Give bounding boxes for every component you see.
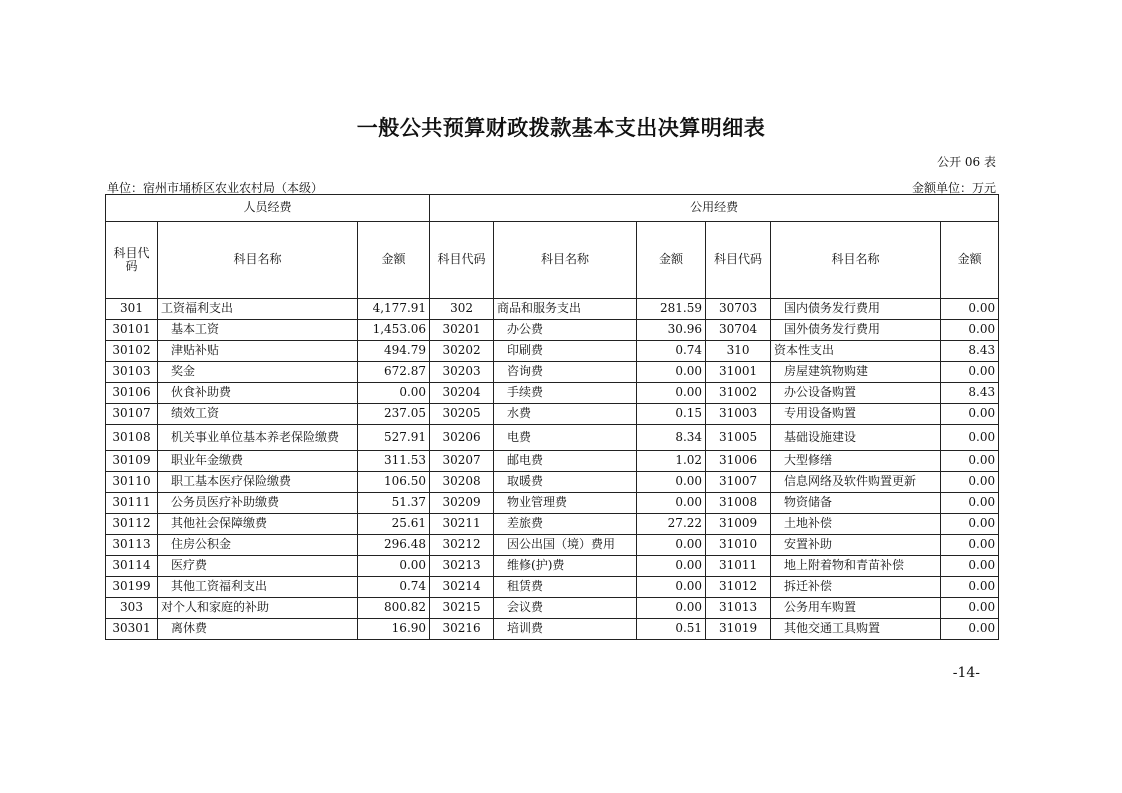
subject-code: 310: [706, 341, 771, 362]
col-header-code: 科目代码: [706, 222, 771, 299]
amount: 0.51: [637, 619, 706, 640]
subject-name: 绩效工资: [158, 404, 358, 425]
subject-code: 31006: [706, 451, 771, 472]
table-row: [106, 320, 999, 341]
subject-name: 咨询费: [494, 362, 637, 383]
amount: 0.00: [637, 493, 706, 514]
amount: 494.79: [358, 341, 430, 362]
table-row: [106, 493, 999, 514]
subject-code: 30107: [106, 404, 158, 425]
subject-name: 基本工资: [158, 320, 358, 341]
section-personnel: 人员经费: [106, 195, 430, 222]
amount: 0.00: [941, 362, 999, 383]
section-header-row: [106, 195, 999, 222]
subject-name: 安置补助: [771, 535, 941, 556]
amount: 1.02: [637, 451, 706, 472]
amount: 25.61: [358, 514, 430, 535]
subject-name: 职业年金缴费: [158, 451, 358, 472]
table-row: [106, 404, 999, 425]
subject-name: 土地补偿: [771, 514, 941, 535]
amount: 281.59: [637, 299, 706, 320]
subject-code: 30205: [430, 404, 494, 425]
amount: 800.82: [358, 598, 430, 619]
subject-code: 30301: [106, 619, 158, 640]
subject-name: 手续费: [494, 383, 637, 404]
amount: 0.00: [637, 535, 706, 556]
subject-code: 31007: [706, 472, 771, 493]
amount: 527.91: [358, 425, 430, 451]
subject-code: 31002: [706, 383, 771, 404]
subject-name: 会议费: [494, 598, 637, 619]
expenditure-table: [105, 194, 999, 640]
subject-code: 31019: [706, 619, 771, 640]
subject-code: 30101: [106, 320, 158, 341]
col-header-code: 科目代码: [430, 222, 494, 299]
amount: 296.48: [358, 535, 430, 556]
subject-name: 专用设备购置: [771, 404, 941, 425]
subject-code: 30703: [706, 299, 771, 320]
amount: 0.15: [637, 404, 706, 425]
subject-name: 国内债务发行费用: [771, 299, 941, 320]
col-header-code: 科目代码: [106, 222, 158, 299]
amount: 8.43: [941, 383, 999, 404]
subject-name: 住房公积金: [158, 535, 358, 556]
money-unit: 金额单位：万元: [911, 181, 996, 195]
subject-name: 印刷费: [494, 341, 637, 362]
subject-code: 31001: [706, 362, 771, 383]
subject-name: 因公出国（境）费用: [494, 535, 637, 556]
amount: 311.53: [358, 451, 430, 472]
amount: 0.00: [941, 320, 999, 341]
subject-name: 维修(护)费: [494, 556, 637, 577]
amount: 8.43: [941, 341, 999, 362]
amount: 0.74: [637, 341, 706, 362]
subject-code: 30215: [430, 598, 494, 619]
subject-name: 津贴补贴: [158, 341, 358, 362]
subject-code: 30212: [430, 535, 494, 556]
amount: 0.74: [358, 577, 430, 598]
subject-name: 其他社会保障缴费: [158, 514, 358, 535]
subject-name: 地上附着物和青苗补偿: [771, 556, 941, 577]
subject-code: 302: [430, 299, 494, 320]
subject-code: 30103: [106, 362, 158, 383]
subject-name: 物业管理费: [494, 493, 637, 514]
subject-name: 租赁费: [494, 577, 637, 598]
amount: 0.00: [941, 472, 999, 493]
subject-name: 伙食补助费: [158, 383, 358, 404]
subject-code: 31009: [706, 514, 771, 535]
subject-code: 30204: [430, 383, 494, 404]
table-row: [106, 556, 999, 577]
col-header-amount: 金额: [637, 222, 706, 299]
amount: 0.00: [941, 451, 999, 472]
subject-code: 30112: [106, 514, 158, 535]
col-header-name: 科目名称: [494, 222, 637, 299]
table-row: [106, 451, 999, 472]
subject-code: 31010: [706, 535, 771, 556]
amount: 106.50: [358, 472, 430, 493]
subject-name: 奖金: [158, 362, 358, 383]
amount: 0.00: [637, 362, 706, 383]
subject-code: 31012: [706, 577, 771, 598]
subject-name: 公务用车购置: [771, 598, 941, 619]
subject-name: 拆迁补偿: [771, 577, 941, 598]
subject-name: 办公设备购置: [771, 383, 941, 404]
amount: 0.00: [358, 383, 430, 404]
subject-name: 办公费: [494, 320, 637, 341]
subject-code: 30704: [706, 320, 771, 341]
subject-code: 31005: [706, 425, 771, 451]
subject-name: 培训费: [494, 619, 637, 640]
subject-name: 信息网络及软件购置更新: [771, 472, 941, 493]
table-row: [106, 619, 999, 640]
page-number: -14-: [952, 665, 980, 681]
subject-code: 31013: [706, 598, 771, 619]
table-row: [106, 577, 999, 598]
subject-name: 其他工资福利支出: [158, 577, 358, 598]
col-header-amount: 金额: [941, 222, 999, 299]
amount: 27.22: [637, 514, 706, 535]
subject-code: 30208: [430, 472, 494, 493]
amount: 0.00: [637, 472, 706, 493]
form-number: 公开 06 表: [937, 155, 996, 169]
table-row: [106, 341, 999, 362]
subject-code: 30214: [430, 577, 494, 598]
subject-name: 离休费: [158, 619, 358, 640]
subject-code: 31008: [706, 493, 771, 514]
amount: 0.00: [941, 535, 999, 556]
subject-code: 30108: [106, 425, 158, 451]
subject-code: 30111: [106, 493, 158, 514]
col-header-amount: 金额: [358, 222, 430, 299]
subject-code: 301: [106, 299, 158, 320]
subject-code: 31011: [706, 556, 771, 577]
amount: 30.96: [637, 320, 706, 341]
subject-code: 30203: [430, 362, 494, 383]
subject-code: 30102: [106, 341, 158, 362]
subject-name: 资本性支出: [771, 341, 941, 362]
subject-code: 30209: [430, 493, 494, 514]
amount: 0.00: [358, 556, 430, 577]
table-row: [106, 425, 999, 451]
table-row: [106, 362, 999, 383]
subject-name: 差旅费: [494, 514, 637, 535]
amount: 0.00: [941, 425, 999, 451]
subject-code: 30216: [430, 619, 494, 640]
amount: 0.00: [941, 514, 999, 535]
table-row: [106, 299, 999, 320]
table-row: [106, 598, 999, 619]
amount: 672.87: [358, 362, 430, 383]
subject-name: 工资福利支出: [158, 299, 358, 320]
subject-code: 30206: [430, 425, 494, 451]
subject-name: 电费: [494, 425, 637, 451]
subject-code: 30202: [430, 341, 494, 362]
subject-code: 30110: [106, 472, 158, 493]
subject-code: 30201: [430, 320, 494, 341]
subject-name: 公务员医疗补助缴费: [158, 493, 358, 514]
subject-name: 邮电费: [494, 451, 637, 472]
amount: 1,453.06: [358, 320, 430, 341]
table-row: [106, 514, 999, 535]
amount: 16.90: [358, 619, 430, 640]
subject-code: 30199: [106, 577, 158, 598]
amount: 0.00: [941, 577, 999, 598]
subject-name: 商品和服务支出: [494, 299, 637, 320]
subject-code: 30113: [106, 535, 158, 556]
subject-name: 医疗费: [158, 556, 358, 577]
amount: 0.00: [941, 299, 999, 320]
subject-name: 水费: [494, 404, 637, 425]
table-row: [106, 472, 999, 493]
amount: 0.00: [941, 619, 999, 640]
subject-name: 取暖费: [494, 472, 637, 493]
subject-name: 物资储备: [771, 493, 941, 514]
subject-code: 30211: [430, 514, 494, 535]
table-row: [106, 535, 999, 556]
subject-code: 30213: [430, 556, 494, 577]
subject-name: 其他交通工具购置: [771, 619, 941, 640]
subject-name: 房屋建筑物购建: [771, 362, 941, 383]
page-title: 一般公共预算财政拨款基本支出决算明细表: [356, 116, 766, 140]
amount: 0.00: [941, 493, 999, 514]
subject-code: 30109: [106, 451, 158, 472]
column-header-row: [106, 222, 999, 299]
table-row: [106, 383, 999, 404]
amount: 0.00: [941, 598, 999, 619]
col-header-name: 科目名称: [771, 222, 941, 299]
subject-name: 国外债务发行费用: [771, 320, 941, 341]
amount: 0.00: [941, 556, 999, 577]
subject-code: 30106: [106, 383, 158, 404]
subject-code: 303: [106, 598, 158, 619]
amount: 0.00: [941, 404, 999, 425]
subject-code: 30114: [106, 556, 158, 577]
section-public: 公用经费: [430, 195, 999, 222]
amount: 237.05: [358, 404, 430, 425]
subject-code: 31003: [706, 404, 771, 425]
subject-name: 对个人和家庭的补助: [158, 598, 358, 619]
amount: 8.34: [637, 425, 706, 451]
amount: 0.00: [637, 383, 706, 404]
subject-name: 基础设施建设: [771, 425, 941, 451]
subject-code: 30207: [430, 451, 494, 472]
subject-name: 机关事业单位基本养老保险缴费: [158, 425, 358, 451]
col-header-name: 科目名称: [158, 222, 358, 299]
subject-name: 职工基本医疗保险缴费: [158, 472, 358, 493]
amount: 0.00: [637, 598, 706, 619]
amount: 0.00: [637, 577, 706, 598]
reporting-unit: 单位：宿州市埇桥区农业农村局（本级）: [107, 181, 324, 195]
amount: 0.00: [637, 556, 706, 577]
subject-name: 大型修缮: [771, 451, 941, 472]
amount: 4,177.91: [358, 299, 430, 320]
amount: 51.37: [358, 493, 430, 514]
